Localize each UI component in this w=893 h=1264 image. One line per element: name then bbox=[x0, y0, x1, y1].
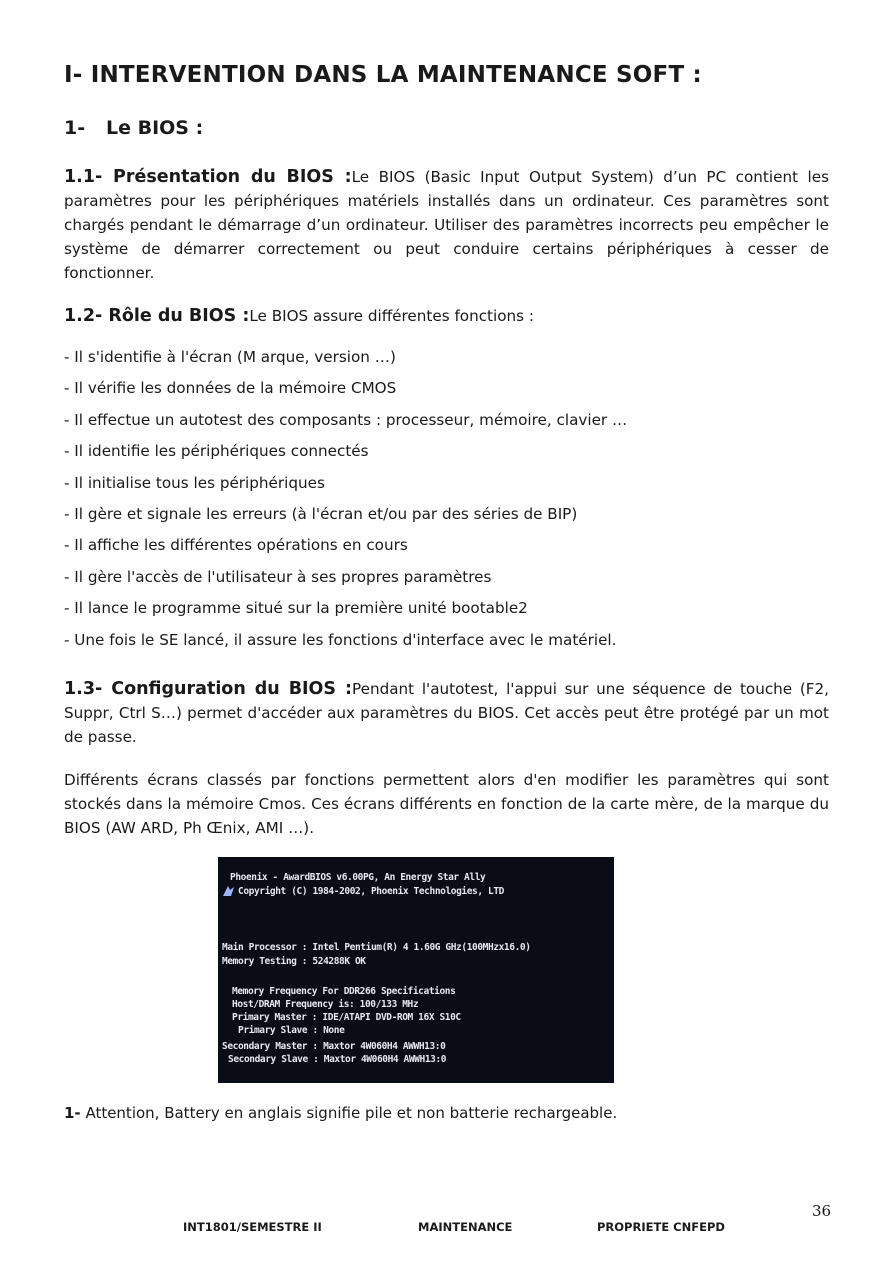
footnote bbox=[64, 1104, 617, 1122]
section-number: 1- bbox=[64, 117, 86, 139]
list-item: - Il vérifie les données de la mémoire CMOS bbox=[64, 379, 397, 398]
list-item: - Il s'identifie à l'écran (M arque, version …) bbox=[64, 348, 396, 366]
bios-configuration-paragraph bbox=[64, 677, 829, 749]
bios-line: Main Processor : Intel Pentium(R) 4 1.60G GHz(100MHzx16.0) bbox=[222, 942, 531, 953]
list-item: - Il identifie les périphériques connectés bbox=[64, 442, 369, 461]
paragraph-text: Pendant l'autotest, l'appui sur une séquence de touche (F2, Suppr, Ctrl S…) permet d'accéder aux paramètres du BIOS. Cet accès peut être protégé par un mot de passe. bbox=[64, 680, 829, 746]
list-item: - Il initialise tous les périphériques bbox=[64, 473, 325, 492]
bios-boot-screen-image bbox=[218, 857, 614, 1083]
bios-line: Copyright (C) 1984-2002, Phoenix Technologies, LTD bbox=[238, 886, 504, 897]
bios-screens-paragraph: Différents écrans classés par fonctions permettent alors d'en modifier les paramètres qui sont stockés dans la mémoire Cmos. Ces écrans différents en fonction de la carte mère, de la marque du BIOS (AW ARD, Ph Œnix, AMI …). bbox=[64, 771, 829, 837]
section-heading bbox=[64, 117, 203, 139]
bios-line: Secondary Master : Maxtor 4W060H4 AWWH13:0 bbox=[222, 1041, 446, 1052]
paragraph-text: Le BIOS assure différentes fonctions : bbox=[249, 307, 535, 325]
section-title: Le BIOS : bbox=[106, 117, 204, 139]
bios-line: Phoenix - AwardBIOS v6.00PG, An Energy Star Ally bbox=[230, 872, 486, 883]
subsection-heading: 1.1- Présentation du BIOS : bbox=[64, 167, 352, 187]
bios-line: Host/DRAM Frequency is: 100/133 MHz bbox=[232, 999, 419, 1010]
bios-role-paragraph bbox=[64, 304, 829, 328]
bios-functions-list bbox=[64, 344, 627, 658]
bios-presentation-paragraph bbox=[64, 165, 829, 285]
bios-line: Secondary Slave : Maxtor 4W060H4 AWWH13:0 bbox=[228, 1054, 447, 1065]
bios-line: Memory Frequency For DDR266 Specifications bbox=[232, 986, 456, 997]
list-item: - Il gère et signale les erreurs (à l'écran et/ou par des séries de BIP) bbox=[64, 504, 578, 523]
bios-line: Primary Slave : None bbox=[238, 1025, 345, 1036]
footer-subject: MAINTENANCE bbox=[418, 1220, 513, 1234]
bios-line: Primary Master : IDE/ATAPI DVD-ROM 16X S10C bbox=[232, 1012, 461, 1023]
paragraph-text: Le BIOS (Basic Input Output System) d’un PC contient les paramètres pour les périphériques matériels installés dans un ordinateur. Ces paramètres sont chargés pendant le démarrage d’un ordinateur. Utiliser des paramètres incorrects peu empêcher le système de démarrer correctement ou peut conduire certains périphériques à cesser de fonctionner. bbox=[64, 168, 829, 282]
footnote-number: 1- bbox=[64, 1104, 81, 1122]
footnote-text: Attention, Battery en anglais signifie pile et non batterie rechargeable. bbox=[80, 1104, 618, 1122]
energy-star-logo-icon bbox=[222, 885, 235, 897]
list-item: - Il effectue un autotest des composants : processeur, mémoire, clavier … bbox=[64, 410, 628, 429]
footer-course-code: INT1801/SEMESTRE II bbox=[183, 1220, 322, 1234]
subsection-heading: 1.2- Rôle du BIOS : bbox=[64, 306, 250, 326]
list-item: - Il affiche les différentes opérations en cours bbox=[64, 536, 408, 555]
list-item: - Il gère l'accès de l'utilisateur à ses propres paramètres bbox=[64, 567, 492, 586]
footer-ownership: PROPRIETE CNFEPD bbox=[597, 1220, 725, 1234]
page-title: I- INTERVENTION DANS LA MAINTENANCE SOFT : bbox=[64, 62, 702, 88]
subsection-heading: 1.3- Configuration du BIOS : bbox=[64, 679, 352, 699]
bios-line: Memory Testing : 524288K OK bbox=[222, 956, 366, 967]
page-number: 36 bbox=[812, 1202, 832, 1220]
list-item: - Il lance le programme situé sur la première unité bootable2 bbox=[64, 599, 528, 618]
list-item: - Une fois le SE lancé, il assure les fonctions d'interface avec le matériel. bbox=[64, 630, 617, 649]
